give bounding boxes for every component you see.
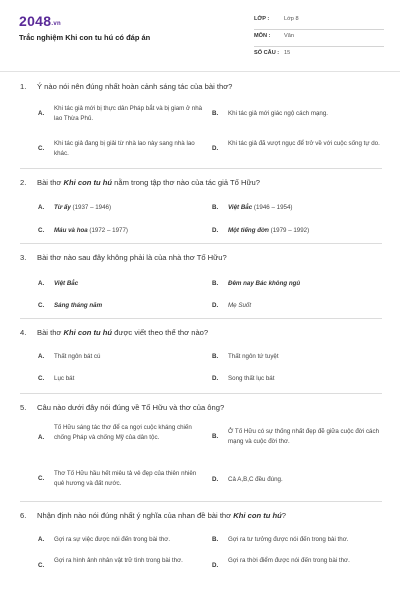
question-divider [20, 393, 382, 394]
question-title: 2. Bài thơ Khi con tu hú nằm trong tập thơ nào của tác giả Tố Hữu? [20, 178, 260, 187]
question-title: 4. Bài thơ Khi con tu hú được viết theo thể thơ nào? [20, 328, 209, 337]
question-divider [20, 168, 382, 169]
meta-subject: MÔN : Văn [254, 29, 384, 47]
page-header [0, 0, 400, 70]
question-title: 1. Ý nào nói nên đúng nhất hoàn cảnh sáng tác của bài thơ? [20, 82, 233, 91]
question-title: 5. Câu nào dưới đây nói đúng về Tố Hữu và thơ của ông? [20, 403, 225, 412]
meta-question-count: SỐ CÂU : 15 [254, 50, 291, 56]
page-title: Trắc nghiệm Khi con tu hú có đáp án [19, 33, 151, 42]
question-title: 3. Bài thơ nào sau đây không phải là của nhà thơ Tố Hữu? [20, 253, 227, 262]
question-title: 6. Nhận định nào nói đúng nhất ý nghĩa của nhan đề bài thơ Khi con tu hú? [20, 511, 286, 520]
question-divider [20, 318, 382, 319]
meta-class: LỚP : Lớp 8 [254, 12, 384, 30]
header-divider [0, 71, 400, 72]
question-divider [20, 243, 382, 244]
site-logo[interactable]: 2048.vn [19, 13, 61, 29]
question-divider [20, 501, 382, 502]
